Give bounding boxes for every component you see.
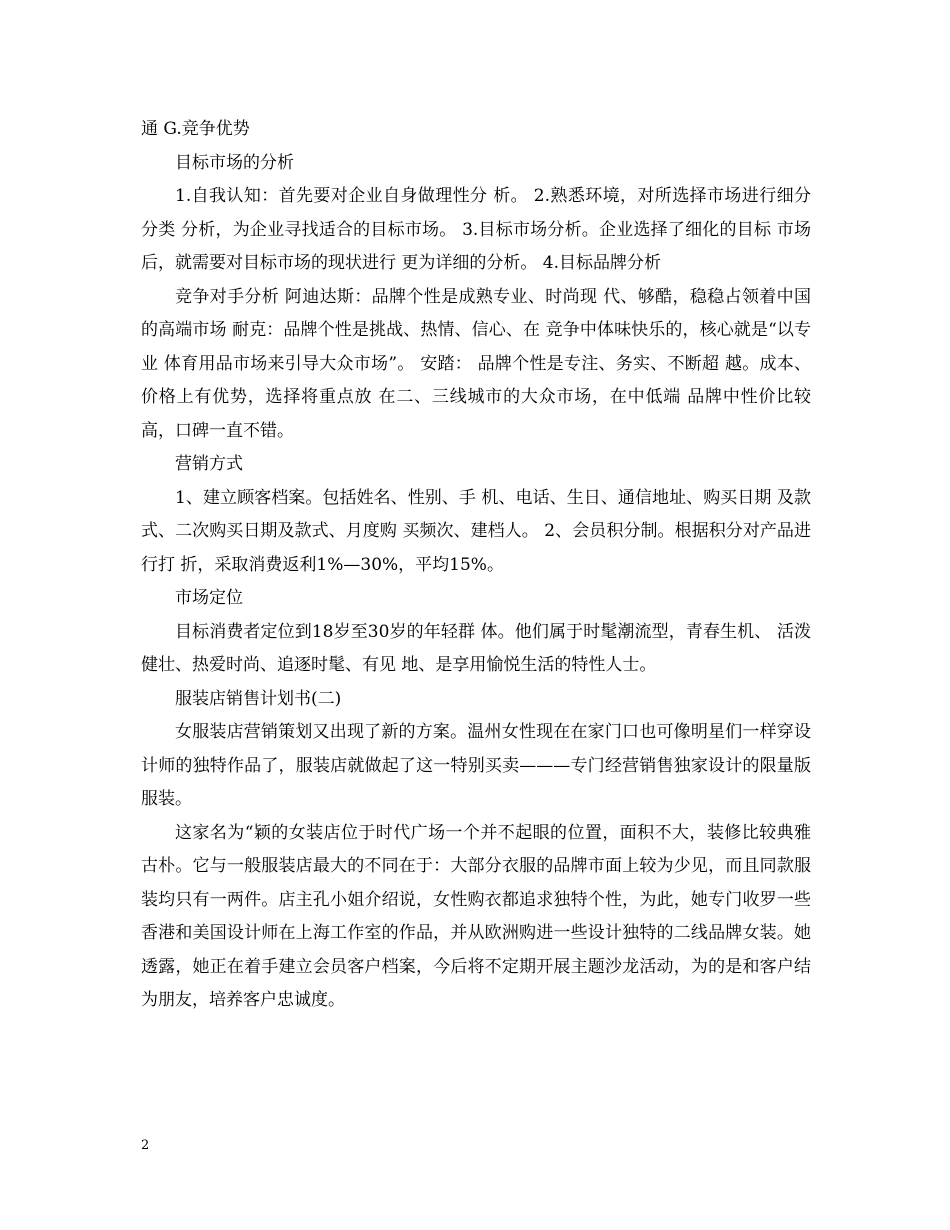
paragraph-target-market-steps: 1.自我认知：首先要对企业自身做理性分 析。 2.熟悉环境，对所选择市场进行细分分类 分析，为企业寻找适合的目标市场。 3.目标市场分析。企业选择了细化的目标 市场后，就需要对目标市场的现状进行 更为详细的分析。 4.目标品牌分析 [141,186,811,273]
page-number: 2 [141,1138,150,1153]
section-heading-market-positioning: 市场定位 [175,588,243,608]
section-heading-marketing-methods: 营销方式 [175,454,243,474]
section-heading-target-market-analysis: 目标市场的分析 [175,152,294,173]
section-heading-sales-plan-two: 服装店销售计划书(二) [175,688,342,709]
paragraph-market-positioning: 目标消费者定位到18岁至30岁的年轻群 体。他们属于时髦潮流型，青春生机、 活泼健壮、热爱时尚、追逐时髦、有见 地、是享用愉悦生活的特性人士。 [141,621,811,675]
paragraph-competitor-analysis: 竞争对手分析 阿迪达斯：品牌个性是成熟专业、时尚现 代、够酷，稳稳占领着中国的高端市场 耐克：品牌个性是挑战、热情、信心、在 竞争中体味快乐的，核心就是“以专 业 体育用品市场来引导大众市场”。 安踏： 品牌个性是专注、务实、不断超 越。成本、价格上有优势，选择将重点放 在二、三线城市的大众市场，在中低端 品牌中性价比较高，口碑一直不错。 [141,286,811,441]
paragraph-store-description: 这家名为“颖的女装店位于时代广场一个并不起眼的位置，面积不大，装修比较典雅古朴。它与一般服装店最大的不同在于：大部分衣服的品牌市面上较为少见，而且同款服装均只有一两件。店主孔小姐介绍说，女性购衣都追求独特个性，为此，她专门收罗一些香港和美国设计师在上海工作室的作品，并从欧洲购进一些设计独特的二线品牌女装。她透露，她正在着手建立会员客户档案，今后将不定期开展主题沙龙活动，为的是和客户结为朋友，培养客户忠诚度。 [141,822,811,1010]
section-heading-competitive-advantage: 通 G.竞争优势 [141,119,250,139]
paragraph-new-plan: 女服装店营销策划又出现了新的方案。温州女性现在在家门口也可像明星们一样穿设计师的独特作品了，服装店就做起了这一特别买卖———专门经营销售独家设计的限量版服装。 [141,722,811,809]
document-body [141,113,811,1018]
paragraph-marketing-methods: 1、建立顾客档案。包括姓名、性别、手 机、电话、生日、通信地址、购买日期 及款式、二次购买日期及款式、月度购 买频次、建档人。 2、会员积分制。根据积分对产品进行打 折，采取消费返利1%—30%，平均15%。 [141,487,811,575]
